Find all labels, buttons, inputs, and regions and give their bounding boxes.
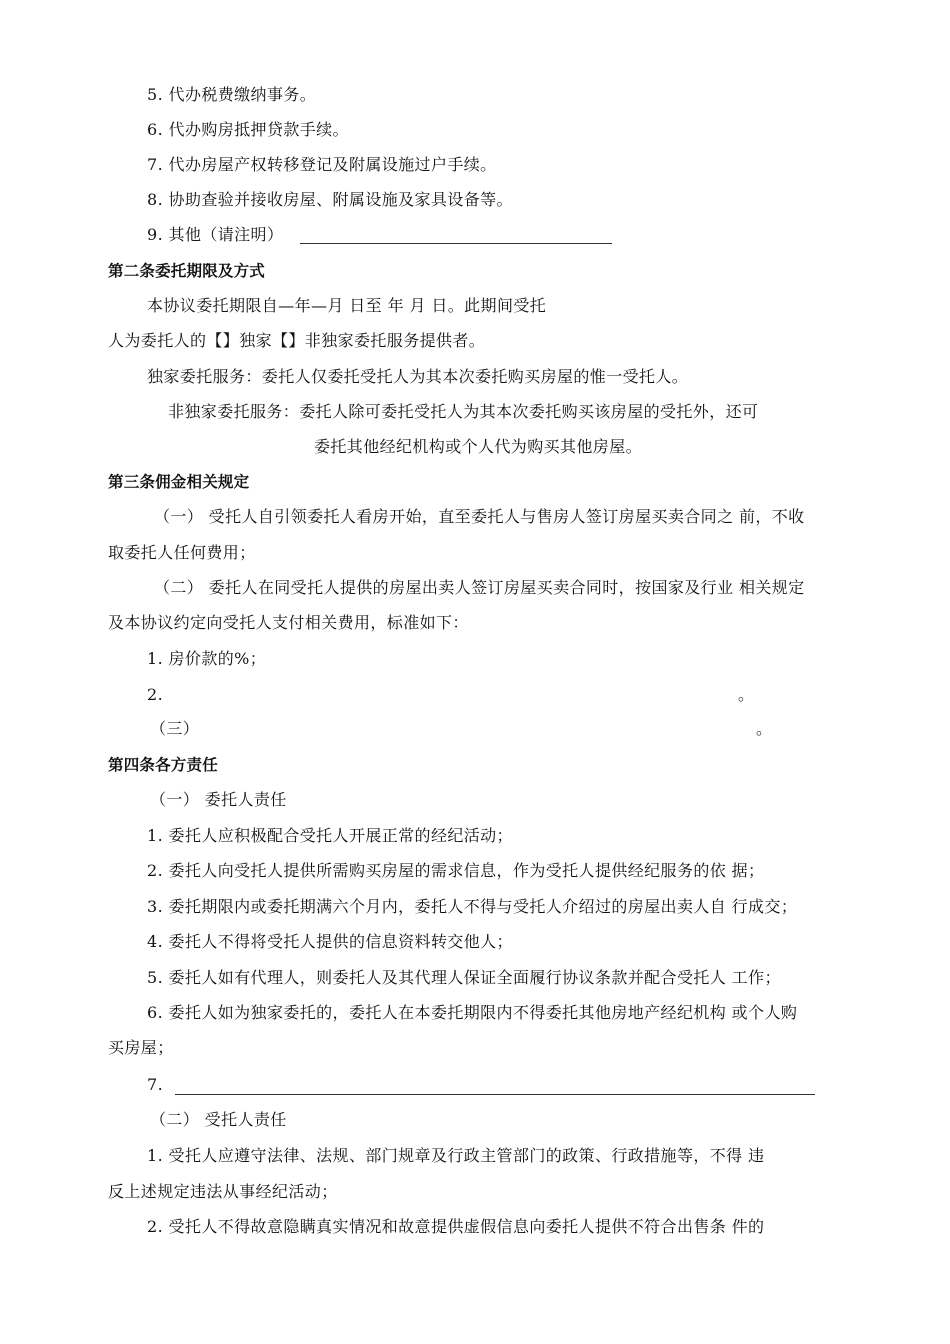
agent-duty-2: 2. 受托人不得故意隐瞒真实情况和故意提供虚假信息向委托人提供不符合出售条 件的	[147, 1217, 765, 1236]
client-duty-6: 6. 委托人如为独家委托的，委托人在本委托期限内不得委托其他房地产经纪机构 或个人购	[147, 1003, 798, 1022]
service-item-9: 9. 其他（请注明）	[147, 225, 284, 244]
commission-clause-1: （一） 受托人自引领委托人看房开始，直至委托人与售房人签订房屋买卖合同之 前，不收	[154, 507, 805, 526]
client-duty-6-continued: 买房屋；	[108, 1038, 174, 1057]
article-3-heading: 第三条佣金相关规定	[108, 473, 250, 491]
commission-clause-2-continued: 及本协议约定向受托人支付相关费用，标准如下：	[108, 613, 469, 632]
article-2-term-text: 本协议委托期限自—年—月 日至 年 月 日。此期间受托	[147, 296, 547, 315]
service-item-5: 5. 代办税费缴纳事务。	[147, 85, 317, 104]
agent-duties-heading: （二） 受托人责任	[150, 1110, 287, 1129]
non-exclusive-service-continued: 委托其他经纪机构或个人代为购买其他房屋。	[314, 437, 643, 456]
service-item-6: 6. 代办购房抵押贷款手续。	[147, 120, 349, 139]
non-exclusive-service-text: 非独家委托服务：委托人除可委托受托人为其本次委托购买该房屋的受托外，还可	[168, 402, 759, 421]
client-duty-3: 3. 委托期限内或委托期满六个月内，委托人不得与受托人介绍过的房屋出卖人自 行成交；	[147, 897, 798, 916]
agent-duty-1-continued: 反上述规定违法从事经纪活动；	[108, 1182, 338, 1201]
commission-clause-3-period: 。	[756, 719, 773, 738]
service-item-7: 7. 代办房屋产权转移登记及附属设施过户手续。	[147, 155, 497, 174]
client-duty-5: 5. 委托人如有代理人，则委托人及其代理人保证全面履行协议条款并配合受托人 工作；	[147, 968, 781, 987]
commission-clause-1-continued: 取委托人任何费用；	[108, 543, 256, 562]
client-duty-7: 7.	[147, 1075, 164, 1094]
fee-standard-2: 2.	[147, 685, 164, 704]
article-2-term-continued: 人为委托人的【】独家【】非独家委托服务提供者。	[108, 331, 486, 350]
exclusive-service-text: 独家委托服务：委托人仅委托受托人为其本次委托购买房屋的惟一受托人。	[147, 367, 689, 386]
fee-standard-1: 1. 房价款的%；	[147, 649, 267, 668]
agent-duty-1: 1. 受托人应遵守法律、法规、部门规章及行政主管部门的政策、行政措施等，不得 违	[147, 1146, 765, 1165]
client-duties-heading: （一） 委托人责任	[150, 790, 287, 809]
client-duty-1: 1. 委托人应积极配合受托人开展正常的经纪活动；	[147, 826, 513, 845]
commission-clause-2: （二） 委托人在同受托人提供的房屋出卖人签订房屋买卖合同时，按国家及行业 相关规定	[154, 578, 805, 597]
client-duty-4: 4. 委托人不得将受托人提供的信息资料转交他人；	[147, 932, 513, 951]
article-2-heading: 第二条委托期限及方式	[108, 262, 266, 280]
article-4-heading: 第四条各方责任	[108, 756, 218, 774]
fee-standard-2-period: 。	[738, 685, 755, 704]
service-item-8: 8. 协助查验并接收房屋、附属设施及家具设备等。	[147, 190, 513, 209]
client-duty-2: 2. 委托人向受托人提供所需购买房屋的需求信息，作为受托人提供经纪服务的依 据；	[147, 861, 765, 880]
commission-clause-3: （三）	[150, 719, 200, 738]
other-blank-line	[300, 243, 612, 244]
client-duty-7-blank-line	[175, 1094, 815, 1095]
